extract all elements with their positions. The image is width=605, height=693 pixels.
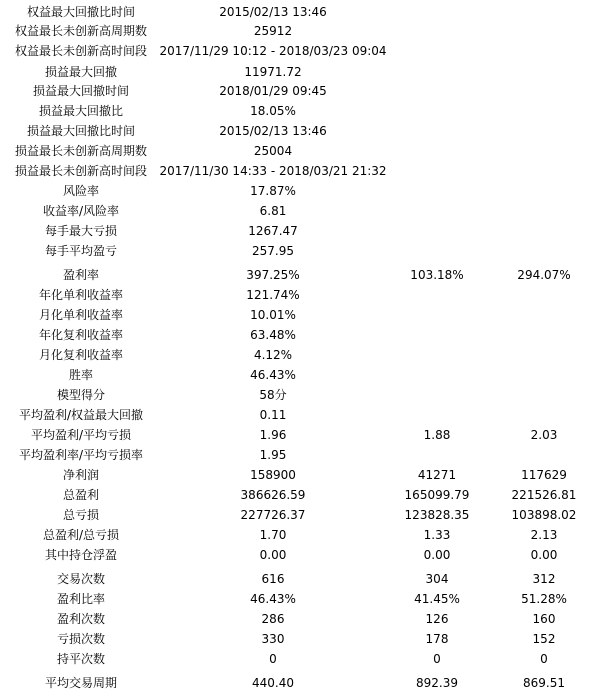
metric-value-all: 330	[261, 632, 285, 646]
report-row	[0, 629, 605, 649]
metric-value-all: 286	[261, 612, 285, 626]
report-row	[0, 201, 605, 221]
metric-label: 平均盈利/平均亏损	[30, 428, 132, 442]
metric-value-all: 1.95	[259, 448, 287, 462]
metric-label: 平均盈利/权益最大回撤	[18, 408, 144, 422]
metric-value-long: 123828.35	[404, 508, 470, 522]
metric-label: 月化单利收益率	[38, 308, 124, 322]
metric-label: 年化单利收益率	[38, 288, 124, 302]
metric-value-long: 126	[425, 612, 449, 626]
metric-value-all: 4.12%	[253, 348, 293, 362]
report-row	[0, 181, 605, 201]
metric-label: 月化复利收益率	[38, 348, 124, 362]
report-row	[0, 221, 605, 241]
metric-value-long: 1.88	[423, 428, 451, 442]
metric-value-all: 2017/11/29 10:12 - 2018/03/23 09:04	[159, 44, 387, 58]
report-row	[0, 505, 605, 525]
metric-label: 权益最大回撤比时间	[26, 5, 136, 19]
metric-label: 损益最大回撤比时间	[26, 124, 136, 138]
metric-value-short: 0.00	[530, 548, 558, 562]
metric-value-long: 0	[433, 652, 441, 666]
report-row	[0, 609, 605, 629]
metric-label: 权益最长未创新高时间段	[14, 44, 148, 58]
metric-value-all: 386626.59	[240, 488, 306, 502]
metric-label: 平均交易周期	[44, 676, 118, 690]
metric-value-long: 0.00	[423, 548, 451, 562]
metric-label: 持平次数	[56, 652, 106, 666]
metric-value-all: 11971.72	[244, 65, 302, 79]
metric-label: 每手平均盈亏	[44, 244, 118, 258]
metric-label: 损益最长未创新高周期数	[14, 144, 148, 158]
metric-value-all: 18.05%	[250, 104, 296, 118]
metric-value-long: 892.39	[416, 676, 458, 690]
report-row	[0, 525, 605, 545]
report-row	[0, 545, 605, 565]
metric-label: 盈利率	[62, 268, 100, 282]
metric-label: 每手最大亏损	[44, 224, 118, 238]
metric-value-all: 121.74%	[246, 288, 300, 302]
report-row	[0, 673, 605, 693]
metric-label: 风险率	[62, 184, 100, 198]
report-row	[0, 485, 605, 505]
report-row	[0, 405, 605, 425]
metric-label: 年化复利收益率	[38, 328, 124, 342]
report-row	[0, 21, 605, 41]
metric-value-long: 41.45%	[414, 592, 460, 606]
metric-value-all: 17.87%	[250, 184, 296, 198]
report-row	[0, 385, 605, 405]
metric-label: 胜率	[68, 368, 94, 382]
metric-value-all: 257.95	[252, 244, 294, 258]
metric-value-all: 227726.37	[240, 508, 306, 522]
metric-label: 亏损次数	[56, 632, 106, 646]
metric-value-all: 6.81	[259, 204, 287, 218]
metric-value-all: 63.48%	[250, 328, 296, 342]
metric-value-all: 2015/02/13 13:46	[219, 124, 327, 138]
metric-value-all: 0	[269, 652, 277, 666]
metric-label: 净利润	[62, 468, 100, 482]
metric-value-long: 178	[425, 632, 449, 646]
metric-value-long: 1.33	[423, 528, 451, 542]
report-row	[0, 325, 605, 345]
report-row	[0, 161, 605, 181]
metric-value-short: 103898.02	[511, 508, 577, 522]
metric-value-all: 46.43%	[250, 592, 296, 606]
metric-value-all: 2015/02/13 13:46	[219, 5, 327, 19]
metric-value-all: 158900	[250, 468, 296, 482]
metric-label: 权益最长未创新高周期数	[14, 24, 148, 38]
metric-value-all: 25004	[253, 144, 293, 158]
metric-value-short: 152	[532, 632, 556, 646]
metric-value-all: 25912	[253, 24, 293, 38]
metric-value-short: 221526.81	[511, 488, 577, 502]
metric-value-short: 160	[532, 612, 556, 626]
report-row	[0, 121, 605, 141]
metric-value-short: 51.28%	[521, 592, 567, 606]
report-row	[0, 445, 605, 465]
metric-value-all: 10.01%	[250, 308, 296, 322]
metric-value-short: 869.51	[523, 676, 565, 690]
metric-value-long: 41271	[417, 468, 457, 482]
report-row	[0, 241, 605, 261]
report-row	[0, 345, 605, 365]
metric-value-long: 165099.79	[404, 488, 470, 502]
metric-label: 盈利比率	[56, 592, 106, 606]
metric-value-short: 294.07%	[517, 268, 571, 282]
metric-value-short: 2.03	[530, 428, 558, 442]
report-row	[0, 2, 605, 22]
report-row	[0, 425, 605, 445]
metric-label: 收益率/风险率	[42, 204, 120, 218]
report-row	[0, 569, 605, 589]
metric-value-all: 2018/01/29 09:45	[219, 84, 327, 98]
metric-value-all: 440.40	[252, 676, 294, 690]
report-row	[0, 589, 605, 609]
report-row	[0, 265, 605, 285]
metric-value-all: 58分	[259, 388, 287, 402]
metric-label: 总亏损	[62, 508, 100, 522]
report-row	[0, 465, 605, 485]
report-row	[0, 365, 605, 385]
metric-label: 总盈利	[62, 488, 100, 502]
report-row	[0, 81, 605, 101]
report-row	[0, 649, 605, 669]
metric-value-short: 117629	[521, 468, 567, 482]
metric-label: 损益最长未创新高时间段	[14, 164, 148, 178]
metric-value-all: 0.00	[259, 548, 287, 562]
metric-value-all: 1.96	[259, 428, 287, 442]
metric-value-short: 312	[532, 572, 556, 586]
metric-value-all: 1267.47	[248, 224, 298, 238]
report-row	[0, 141, 605, 161]
metric-value-long: 103.18%	[410, 268, 464, 282]
metric-label: 盈利次数	[56, 612, 106, 626]
metric-value-all: 616	[261, 572, 285, 586]
metric-label: 损益最大回撤	[44, 65, 118, 79]
metric-label: 交易次数	[56, 572, 106, 586]
metric-value-all: 0.11	[259, 408, 287, 422]
metric-value-all: 2017/11/30 14:33 - 2018/03/21 21:32	[159, 164, 387, 178]
metric-value-all: 1.70	[259, 528, 287, 542]
metric-label: 损益最大回撤时间	[32, 84, 130, 98]
metric-label: 损益最大回撤比	[38, 104, 124, 118]
metric-value-short: 2.13	[530, 528, 558, 542]
report-row	[0, 62, 605, 82]
report-row	[0, 305, 605, 325]
metric-value-short: 0	[540, 652, 548, 666]
report-row	[0, 41, 605, 61]
metric-value-all: 397.25%	[246, 268, 300, 282]
report-row	[0, 285, 605, 305]
metric-label: 模型得分	[56, 388, 106, 402]
metric-label: 总盈利/总亏损	[42, 528, 120, 542]
metric-label: 其中持仓浮盈	[44, 548, 118, 562]
metric-label: 平均盈利率/平均亏损率	[18, 448, 144, 462]
metric-value-long: 304	[425, 572, 449, 586]
metric-value-all: 46.43%	[250, 368, 296, 382]
report-row	[0, 101, 605, 121]
